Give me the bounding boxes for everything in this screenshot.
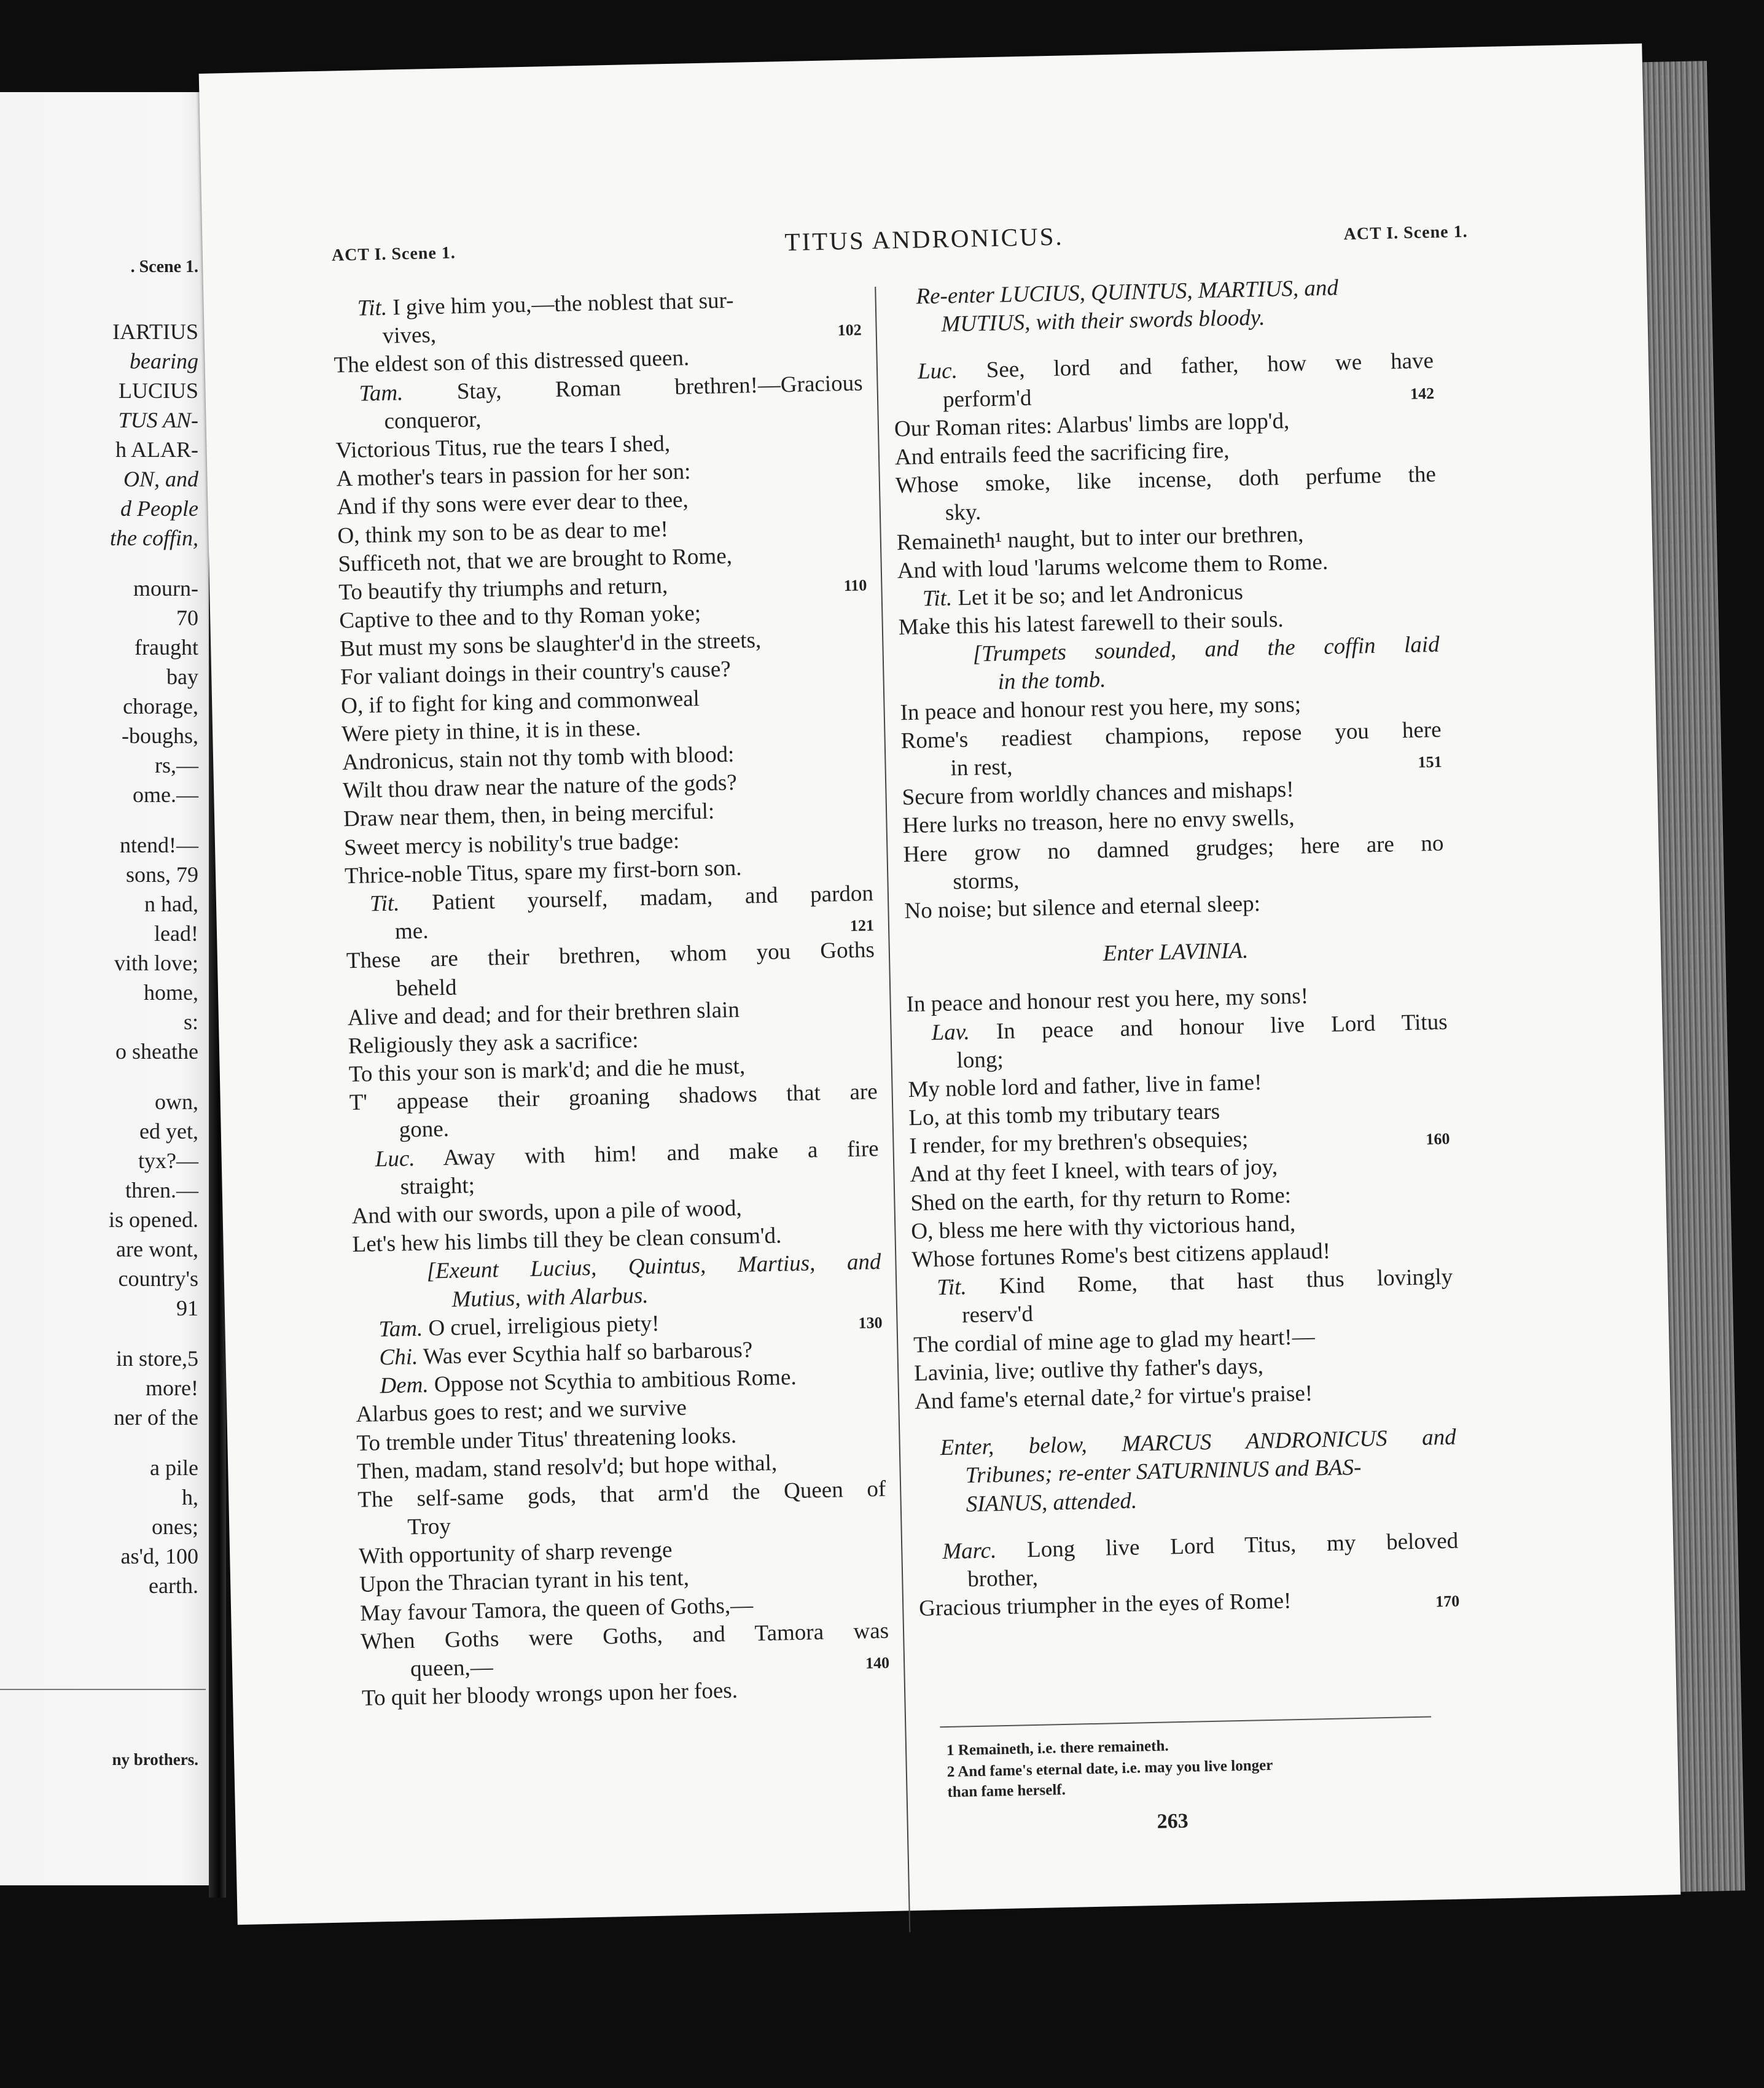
stage-direction-text: SIANUS, attended. xyxy=(966,1487,1138,1517)
line-text: Sufficeth not, that we are brought to Rome, xyxy=(338,543,733,577)
stage-direction-text: Enter, below, MARCUS ANDRONICUS and xyxy=(940,1424,1457,1461)
line-text: Andronicus, stain not thy tomb with blood: xyxy=(341,741,735,776)
speaker-name: Tam. xyxy=(359,380,404,407)
line-text: In peace and honour rest you here, my sons! xyxy=(906,983,1309,1018)
line-text: No noise; but silence and eternal sleep: xyxy=(904,890,1261,924)
speaker-name: Tit. xyxy=(936,1274,967,1301)
speaker-name: Dem. xyxy=(380,1372,429,1399)
facing-page-line: chorage, xyxy=(123,694,198,719)
footnote-1: 1 Remaineth, i.e. there remaineth. xyxy=(946,1737,1169,1759)
line-text: Let it be so; and let Andronicus xyxy=(958,579,1244,611)
facing-page-line: ner of the xyxy=(114,1405,198,1430)
line-text: But must my sons be slaughter'd in the streets, xyxy=(339,628,762,662)
line-text: beheld xyxy=(396,974,457,1002)
facing-page-line: own, xyxy=(155,1089,198,1114)
line-text: Kind Rome, that hast thus lovingly xyxy=(999,1264,1453,1299)
line-text: Rome's readiest champions, repose you here xyxy=(900,717,1442,754)
line-text: Here grow no damned grudges; here are no xyxy=(903,830,1444,867)
facing-page-line: fraught xyxy=(135,635,198,660)
line-text: Draw near them, then, in being merciful: xyxy=(343,799,715,832)
line-text: Lavinia, live; outlive thy father's days, xyxy=(913,1353,1264,1386)
facing-page-line: country's xyxy=(118,1266,198,1291)
line-text: I render, for my brethren's obsequies; xyxy=(909,1126,1249,1159)
facing-page-line: ome.— xyxy=(133,782,198,807)
line-text: My noble lord and father, live in fame! xyxy=(908,1069,1262,1102)
speaker-name: Luc. xyxy=(375,1145,415,1172)
facing-page-line: h ALAR- xyxy=(115,437,198,462)
line-text: And with loud 'larums welcome them to Rome. xyxy=(897,549,1329,583)
facing-page-line: bearing xyxy=(130,349,198,373)
line-text: Wilt thou draw near the nature of the gods? xyxy=(342,770,738,804)
line-number: 151 xyxy=(1418,752,1442,771)
facing-page-footnote-rule xyxy=(0,1689,206,1690)
line-text: Shed on the earth, for thy return to Rome: xyxy=(910,1182,1292,1216)
line-text: And fame's eternal date,² for virtue's praise! xyxy=(914,1381,1313,1414)
facing-page-line: s: xyxy=(183,1010,198,1034)
line-text: O, bless me here with thy victorious hand, xyxy=(910,1210,1296,1244)
stage-direction-text: Re-enter LUCIUS, QUINTUS, MARTIUS, and xyxy=(916,275,1339,310)
line-text: perform'd xyxy=(942,385,1032,413)
line-text: And at thy feet I kneel, with tears of joy, xyxy=(910,1154,1278,1188)
line-text: Make this his latest farewell to their souls. xyxy=(898,607,1284,641)
line-text: O cruel, irreligious piety! xyxy=(428,1311,660,1341)
facing-page-line: o sheathe xyxy=(115,1039,198,1064)
facing-page-line: h, xyxy=(182,1485,198,1510)
line-text: In peace and honour live Lord Titus xyxy=(996,1009,1448,1044)
facing-page-line: thren.— xyxy=(125,1178,198,1202)
text-column-right xyxy=(891,272,1460,1623)
facing-page-line: as'd, 100 xyxy=(120,1544,198,1568)
line-text: storms, xyxy=(953,868,1020,895)
line-text: Alarbus goes to rest; and we survive xyxy=(356,1395,687,1428)
facing-page-line: vith love; xyxy=(114,951,198,975)
facing-page-line: rs,— xyxy=(155,753,198,777)
line-number: 160 xyxy=(1426,1129,1450,1148)
line-text: Our Roman rites: Alarbus' limbs are lopp'd, xyxy=(894,408,1290,442)
speaker-name: Lav. xyxy=(931,1019,970,1045)
footnote-2-continued: than fame herself. xyxy=(947,1782,1066,1801)
facing-page-fragment xyxy=(0,92,212,1885)
facing-page-line: bay xyxy=(166,664,198,689)
footnote-rule xyxy=(940,1716,1431,1728)
line-text: Whose fortunes Rome's best citizens applaud! xyxy=(911,1238,1331,1273)
line-text: To this your son is mark'd; and die he must, xyxy=(348,1053,746,1088)
footnote-2: 2 And fame's eternal date, i.e. may you live longer xyxy=(946,1756,1273,1781)
line-text: Let's hew his limbs till they be clean consum'd. xyxy=(352,1223,782,1258)
line-text: I give him you,—the noblest that sur- xyxy=(392,287,734,321)
facing-page-line: earth. xyxy=(149,1573,198,1598)
line-text: And with our swords, upon a pile of wood, xyxy=(351,1195,743,1229)
line-text: A mother's tears in passion for her son: xyxy=(336,459,691,492)
facing-page-line: a pile xyxy=(150,1455,198,1480)
line-number: 140 xyxy=(865,1653,890,1672)
line-text: brother, xyxy=(967,1565,1039,1592)
speaker-name: Luc. xyxy=(917,358,958,384)
line-text: And if thy sons were ever dear to thee, xyxy=(337,487,689,520)
line-text: Upon the Thracian tyrant in his tent, xyxy=(359,1565,690,1598)
line-text: To beautify thy triumphs and return, xyxy=(338,573,668,606)
line-text: T' appease their groaning shadows that are xyxy=(349,1079,878,1116)
facing-page-line: 70 xyxy=(176,606,198,630)
facing-page-line: is opened. xyxy=(109,1207,198,1232)
line-text: See, lord and father, how we have xyxy=(986,348,1434,383)
line-text: Lo, at this tomb my tributary tears xyxy=(908,1099,1220,1131)
line-text: reserv'd xyxy=(961,1301,1034,1328)
line-number: 142 xyxy=(1410,384,1435,403)
line-text: me. xyxy=(394,918,429,945)
line-text: Thrice-noble Titus, spare my first-born son. xyxy=(344,855,742,889)
line-text: When Goths were Goths, and Tamora was xyxy=(360,1618,889,1654)
line-text: queen,— xyxy=(410,1654,494,1682)
facing-page-line: -boughs, xyxy=(122,723,198,748)
facing-page-footnote: ny brothers. xyxy=(112,1750,198,1769)
speaker-name: Tit. xyxy=(922,585,953,612)
line-text: May favour Tamora, the queen of Goths,— xyxy=(359,1592,754,1626)
facing-page-header: . Scene 1. xyxy=(130,257,198,276)
facing-page-line: sons, 79 xyxy=(125,862,198,887)
line-text: To tremble under Titus' threatening looks. xyxy=(356,1422,737,1456)
facing-page-line: ed yet, xyxy=(139,1119,198,1143)
line-text: Troy xyxy=(407,1513,451,1540)
line-text: Then, madam, stand resolv'd; but hope withal, xyxy=(356,1450,778,1484)
book-page xyxy=(199,44,1681,1925)
facing-page-line: LUCIUS xyxy=(118,378,198,403)
stage-direction-text: Tribunes; re-enter SATURNINUS and BAS- xyxy=(965,1455,1362,1489)
facing-page-line: in store,5 xyxy=(116,1346,198,1371)
speaker-name: Marc. xyxy=(942,1537,997,1564)
line-text: These are their brethren, whom you Goths xyxy=(346,937,875,974)
line-text: sky. xyxy=(945,499,982,526)
facing-page-line: n had, xyxy=(144,892,198,916)
stage-direction-text: [Exeunt Lucius, Quintus, Martius, and xyxy=(426,1249,881,1284)
line-text: Was ever Scythia half so barbarous? xyxy=(423,1337,753,1369)
line-text: Away with him! and make a fire xyxy=(442,1136,880,1171)
line-number: 102 xyxy=(837,321,862,340)
line-text: vives, xyxy=(382,322,437,349)
speaker-name: Tit. xyxy=(357,295,388,321)
facing-page-line: home, xyxy=(144,980,198,1005)
line-text: The eldest son of this distressed queen. xyxy=(334,345,690,378)
line-text: Religiously they ask a sacrifice: xyxy=(348,1027,639,1059)
running-head-title: TITUS ANDRONICUS. xyxy=(784,222,1064,257)
line-text: Stay, Roman brethren!—Gracious xyxy=(456,370,863,404)
facing-page-line: IARTIUS xyxy=(112,319,198,344)
line-number: 110 xyxy=(843,576,867,595)
line-text: long; xyxy=(956,1046,1004,1073)
facing-page-line: 91 xyxy=(176,1296,198,1320)
line-text: Whose smoke, like incense, doth perfume the xyxy=(895,462,1437,499)
stage-direction-text: Enter LAVINIA. xyxy=(1102,938,1249,967)
line-text: Remaineth¹ naught, but to inter our brethren, xyxy=(896,521,1304,555)
facing-page-line: TUS AN- xyxy=(118,408,198,432)
line-text: Were piety in thine, it is in these. xyxy=(341,715,641,747)
stage-direction-text: Mutius, with Alarbus. xyxy=(451,1282,649,1312)
speaker-name: Tam. xyxy=(378,1315,423,1342)
facing-page-line: more! xyxy=(146,1376,198,1400)
line-text: O, if to fight for king and commonweal xyxy=(340,685,700,719)
line-number: 130 xyxy=(858,1313,883,1332)
line-text: Here lurks no treason, here no envy swells, xyxy=(902,805,1295,839)
line-number: 121 xyxy=(849,916,875,935)
line-text: Oppose not Scythia to ambitious Rome. xyxy=(434,1365,797,1398)
facing-page-line: the coffin, xyxy=(110,526,198,550)
stage-direction-text: [Trumpets sounded, and the coffin laid xyxy=(972,632,1440,668)
text-column-left xyxy=(332,284,890,1713)
page-number: 263 xyxy=(1157,1809,1189,1833)
line-text: Alive and dead; and for their brethren slain xyxy=(347,997,740,1030)
line-text: Patient yourself, madam, and pardon xyxy=(431,881,874,916)
line-text: To quit her bloody wrongs upon her foes. xyxy=(361,1678,738,1712)
line-text: Victorious Titus, rue the tears I shed, xyxy=(335,430,671,464)
facing-page-line: ON, and xyxy=(123,467,198,491)
facing-page-line: d People xyxy=(120,496,198,521)
line-text: And entrails feed the sacrificing fire, xyxy=(894,437,1230,470)
speaker-name: Chi. xyxy=(379,1344,418,1371)
facing-page-line: lead! xyxy=(154,921,198,946)
line-text: Long live Lord Titus, my beloved xyxy=(1026,1528,1459,1562)
line-text: gone. xyxy=(399,1116,450,1143)
line-text: Sweet mercy is nobility's true badge: xyxy=(343,828,680,860)
line-text: Captive to thee and to thy Roman yoke; xyxy=(338,601,701,634)
facing-page-line: tyx?— xyxy=(138,1148,198,1173)
line-text: Gracious triumpher in the eyes of Rome! xyxy=(918,1588,1292,1621)
facing-page-line: mourn- xyxy=(133,576,198,601)
line-text: With opportunity of sharp revenge xyxy=(358,1537,673,1570)
line-text: conqueror, xyxy=(384,407,482,434)
stage-direction-text: MUTIUS, with their swords bloody. xyxy=(941,305,1265,337)
line-text: in rest, xyxy=(950,754,1013,781)
speaker-name: Tit. xyxy=(369,890,400,917)
line-text: The self-same gods, that arm'd the Queen of xyxy=(357,1476,886,1513)
line-text: O, think my son to be as dear to me! xyxy=(337,516,669,548)
running-head-left: ACT I. Scene 1. xyxy=(331,243,456,265)
line-text: For valiant doings in their country's cause? xyxy=(340,656,732,690)
line-text: straight; xyxy=(400,1172,475,1200)
line-text: In peace and honour rest you here, my sons; xyxy=(900,691,1302,725)
facing-page-line: ones; xyxy=(152,1514,198,1539)
line-text: Secure from worldly chances and mishaps! xyxy=(902,777,1294,811)
stage-direction-text: in the tomb. xyxy=(997,667,1106,695)
facing-page-line: ntend!— xyxy=(120,833,198,857)
facing-page-line: are wont, xyxy=(116,1237,198,1261)
line-text: The cordial of mine age to glad my heart!— xyxy=(913,1323,1316,1358)
running-head-right: ACT I. Scene 1. xyxy=(1343,222,1468,244)
line-number: 170 xyxy=(1435,1592,1460,1611)
